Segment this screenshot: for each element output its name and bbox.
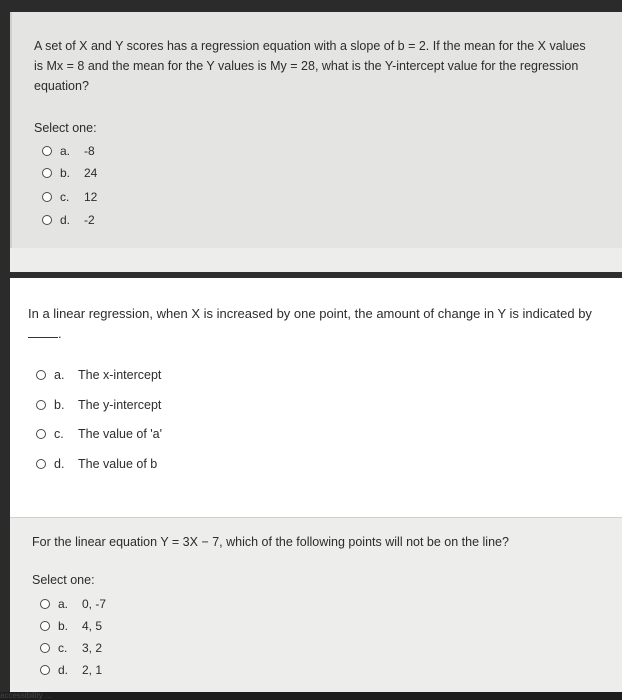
question-3-select-label: Select one: xyxy=(32,573,95,587)
option-letter: d. xyxy=(60,213,71,227)
question-3-card xyxy=(10,518,622,700)
option-letter: b. xyxy=(58,619,69,633)
option-letter: c. xyxy=(60,190,70,204)
option-letter: c. xyxy=(54,427,64,441)
option-letter: b. xyxy=(54,398,65,412)
option-text: 4, 5 xyxy=(82,619,103,633)
question-3-option-d[interactable] xyxy=(40,663,102,677)
bottom-bar xyxy=(0,692,622,700)
radio-button[interactable] xyxy=(36,459,46,469)
question-2-option-a[interactable] xyxy=(36,368,161,382)
option-text: 3, 2 xyxy=(82,641,103,655)
question-1-text: A set of X and Y scores has a regression equation with a slope of b = 2. If the mean for the X values is Mx = 8 and the mean for the Y values is My = 28, what is the Y-intercept value for the regression equation? xyxy=(34,39,586,93)
radio-button[interactable] xyxy=(36,370,46,380)
card-spacer xyxy=(10,248,622,272)
radio-button[interactable] xyxy=(42,215,52,225)
option-letter: a. xyxy=(58,597,69,611)
option-letter: b. xyxy=(60,166,71,180)
question-3-option-c[interactable] xyxy=(40,641,102,655)
question-1-option-a[interactable] xyxy=(42,144,95,158)
footer-partial-text: accessibility ... xyxy=(0,691,52,700)
radio-button[interactable] xyxy=(36,429,46,439)
question-1-card xyxy=(10,12,622,248)
question-2-option-c[interactable] xyxy=(36,427,162,441)
option-text: The x-intercept xyxy=(78,368,162,382)
radio-button[interactable] xyxy=(42,168,52,178)
radio-button[interactable] xyxy=(36,400,46,410)
answer-blank xyxy=(28,327,58,338)
question-2-card xyxy=(10,272,622,518)
question-2-option-d[interactable] xyxy=(36,457,157,471)
option-letter: d. xyxy=(58,663,69,677)
option-text: 0, -7 xyxy=(82,597,107,611)
option-text: 12 xyxy=(84,190,98,204)
option-text: 2, 1 xyxy=(82,663,103,677)
question-2-text-main: In a linear regression, when X is increased by one point, the amount of change in Y is indicated by xyxy=(28,306,592,321)
option-text: -2 xyxy=(84,213,95,227)
radio-button[interactable] xyxy=(42,192,52,202)
question-3-option-b[interactable] xyxy=(40,619,102,633)
question-1-option-d[interactable] xyxy=(42,213,95,227)
question-3-option-a[interactable] xyxy=(40,597,106,611)
option-text: 24 xyxy=(84,166,98,180)
option-letter: a. xyxy=(60,144,71,158)
question-3-text: For the linear equation Y = 3X − 7, which of the following points will not be on the line? xyxy=(32,535,509,549)
option-letter: a. xyxy=(54,368,65,382)
option-text: The value of 'a' xyxy=(78,427,162,441)
question-2-option-b[interactable] xyxy=(36,398,161,412)
question-2-text-end: . xyxy=(58,326,62,341)
option-text: The value of b xyxy=(78,457,158,471)
option-text: The y-intercept xyxy=(78,398,162,412)
radio-button[interactable] xyxy=(40,665,50,675)
radio-button[interactable] xyxy=(40,643,50,653)
question-2-text xyxy=(28,304,594,344)
option-letter: c. xyxy=(58,641,68,655)
question-1-select-label: Select one: xyxy=(34,121,97,135)
radio-button[interactable] xyxy=(40,621,50,631)
option-letter: d. xyxy=(54,457,65,471)
question-1-option-b[interactable] xyxy=(42,166,97,180)
question-1-option-c[interactable] xyxy=(42,190,97,204)
radio-button[interactable] xyxy=(40,599,50,609)
option-text: -8 xyxy=(84,144,95,158)
radio-button[interactable] xyxy=(42,146,52,156)
